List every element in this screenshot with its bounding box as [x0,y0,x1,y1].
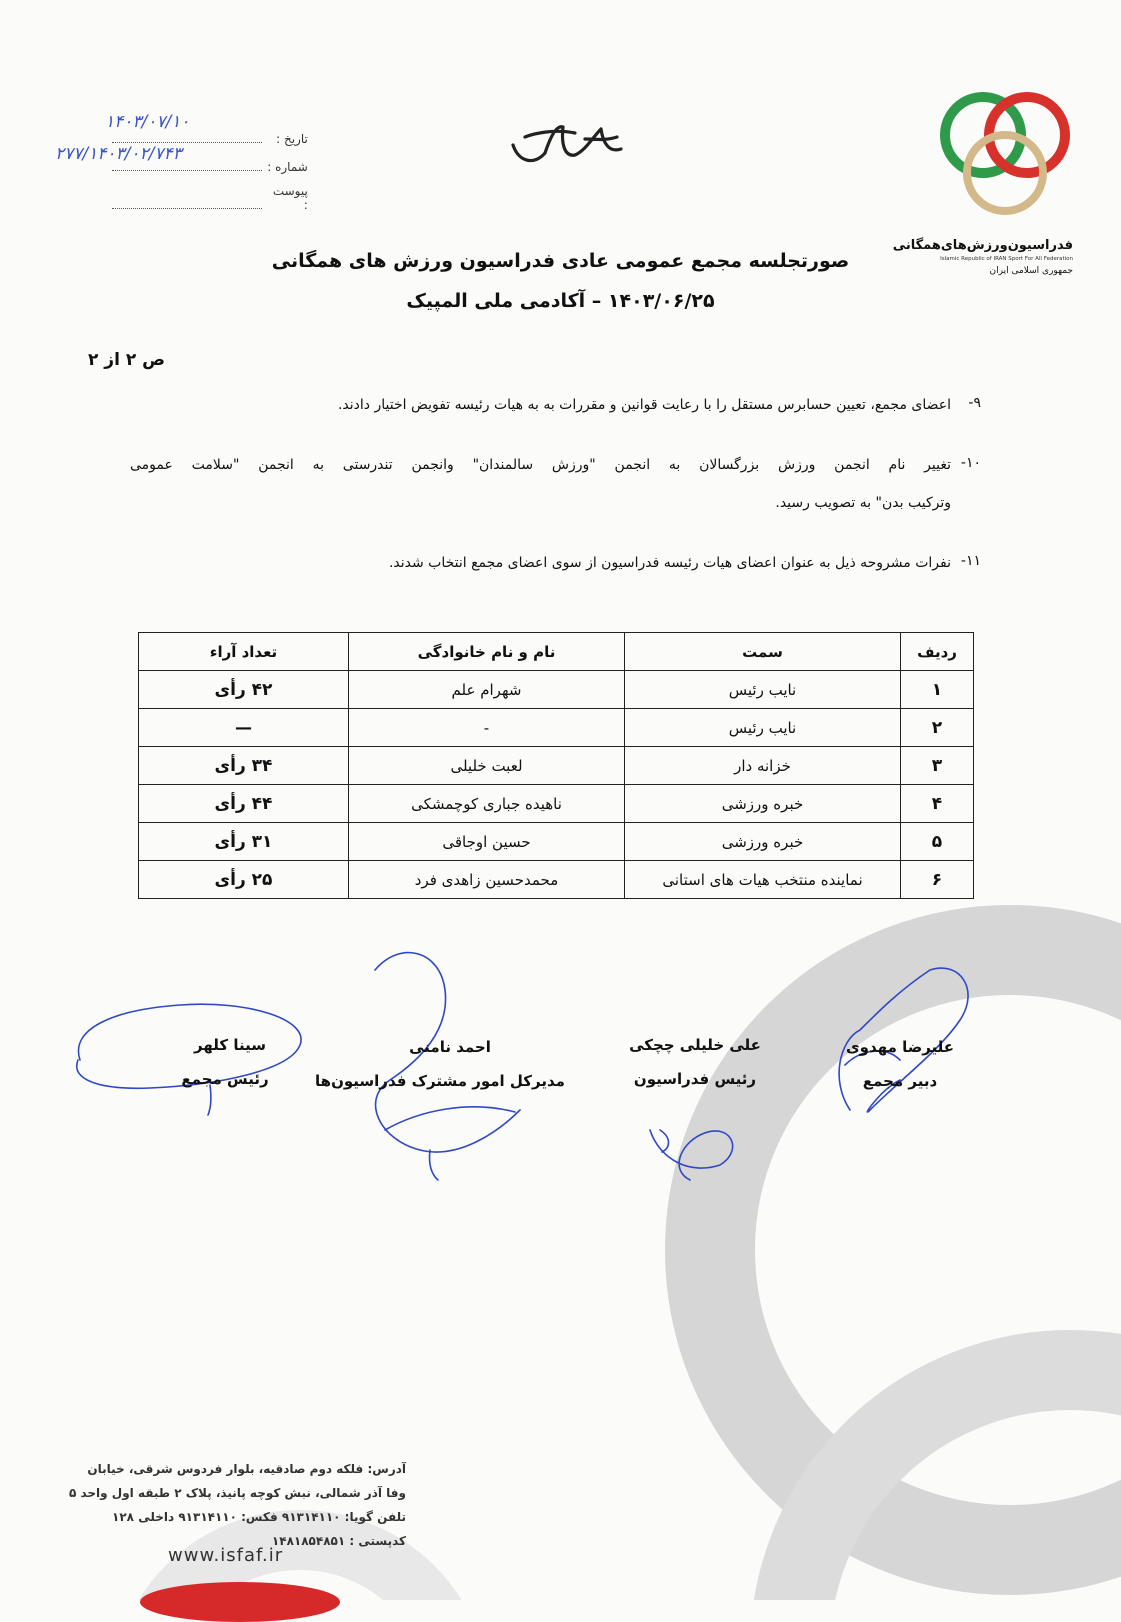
website-link[interactable]: www.isfaf.ir [168,1545,284,1566]
table-row [139,671,974,709]
position: نماینده منتخب هیات های استانی [625,861,901,899]
signatory-name: سینا کلهر [194,1036,266,1054]
item-text: وترکیب بدن" به تصویب رسید. [775,495,951,511]
member-name: لعبت خلیلی [349,747,625,785]
besmellah-calligraphy [505,115,630,175]
table-row [139,709,974,747]
header-row-no: ردیف [901,633,974,671]
date-label: تاریخ : [276,132,308,146]
item-number: ۱۰- [960,455,981,471]
page-number: ص ۲ از ۲ [88,350,166,370]
address-line: آدرس: فلکه دوم صادقیه، بلوار فردوس شرقی، خیابان [87,1462,406,1476]
signatory-name: احمد نامنی [409,1038,491,1056]
table-row [139,747,974,785]
number-value: ۲۷۷/۱۴۰۳/۰۲/۷۴۳ [55,144,182,164]
row-number: ۶ [901,861,974,899]
signatory-role: دبیر مجمع [862,1072,938,1090]
signatory-name: علی خلیلی چچکی [629,1036,761,1054]
header-position: سمت [625,633,901,671]
position: نایب رئیس [625,671,901,709]
vote-count: ۲۵ رأی [139,861,349,899]
attachment-label: پیوست : [272,184,308,212]
date-value: ۱۴۰۳/۰۷/۱۰ [105,112,190,132]
document-title: صورتجلسه مجمع عمومی عادی فدراسیون ورزش های همگانی [271,250,850,272]
signatory-name: علیرضا مهدوی [845,1038,955,1056]
board-election-table [138,632,974,899]
member-name: محمدحسین زاهدی فرد [349,861,625,899]
number-label: شماره : [267,160,308,174]
member-name: ناهیده جباری کوچمشکی [349,785,625,823]
vote-count: — [139,709,349,747]
vote-count: ۳۱ رأی [139,823,349,861]
item-text: اعضای مجمع، تعیین حسابرس مستقل را با رعایت قوانین و مقررات به به هیات رئیسه تفویض اختیار دادند. [337,397,951,413]
vote-count: ۳۴ رأی [139,747,349,785]
row-number: ۲ [901,709,974,747]
federation-name: فدراسیون‌ورزش‌های‌همگانی [892,238,1073,253]
federation-logo [935,85,1075,215]
attachment-field [112,184,308,212]
row-number: ۳ [901,747,974,785]
member-name: - [349,709,625,747]
address-line: وفا آذر شمالی، نبش کوچه پانیذ، پلاک ۲ طبقه اول واحد ۵ [68,1486,406,1500]
member-name: حسین اوجاقی [349,823,625,861]
signatory-role: رئیس مجمع [181,1070,269,1088]
signatory-role: رئیس فدراسیون [633,1070,757,1088]
signatory-role: مدیرکل امور مشترک فدراسیون‌ها [315,1072,565,1090]
member-name: شهرام علم [349,671,625,709]
table-row [139,861,974,899]
position: خبره ورزشی [625,823,901,861]
vote-count: ۴۴ رأی [139,785,349,823]
postal-code: کدپستی : ۱۴۸۱۸۵۴۸۵۱ [271,1534,406,1548]
decorative-ring [140,1582,340,1622]
header-name: نام و نام خانوادگی [349,633,625,671]
position: خزانه دار [625,747,901,785]
header-votes: تعداد آراء [139,633,349,671]
row-number: ۱ [901,671,974,709]
row-number: ۴ [901,785,974,823]
position: نایب رئیس [625,709,901,747]
item-number: ۱۱- [960,553,981,569]
federation-name-en: Islamic Republic of IRAN Sport For All Federation [940,256,1073,262]
table-row [139,823,974,861]
table-row [139,785,974,823]
country-name: جمهوری اسلامی ایران [989,266,1073,276]
position: خبره ورزشی [625,785,901,823]
table-header-row [139,633,974,671]
document-subtitle: ۱۴۰۳/۰۶/۲۵ – آکادمی ملی المپیک [406,290,715,312]
item-text: تغییر نام انجمن ورزش بزرگسالان به انجمن "ورزش سالمندان" وانجمن تندرستی به انجمن "سلامت عمومی [130,457,951,473]
item-text: نفرات مشروحه ذیل به عنوان اعضای هیات رئیسه فدراسیون از سوی اعضای مجمع انتخاب شدند. [388,555,951,571]
row-number: ۵ [901,823,974,861]
vote-count: ۴۲ رأی [139,671,349,709]
item-number: ۹- [968,395,981,411]
phone-line: تلفن گویا: ۹۱۳۱۴۱۱۰ فکس: ۹۱۳۱۴۱۱۰ داخلی ۱۲۸ [112,1510,406,1524]
